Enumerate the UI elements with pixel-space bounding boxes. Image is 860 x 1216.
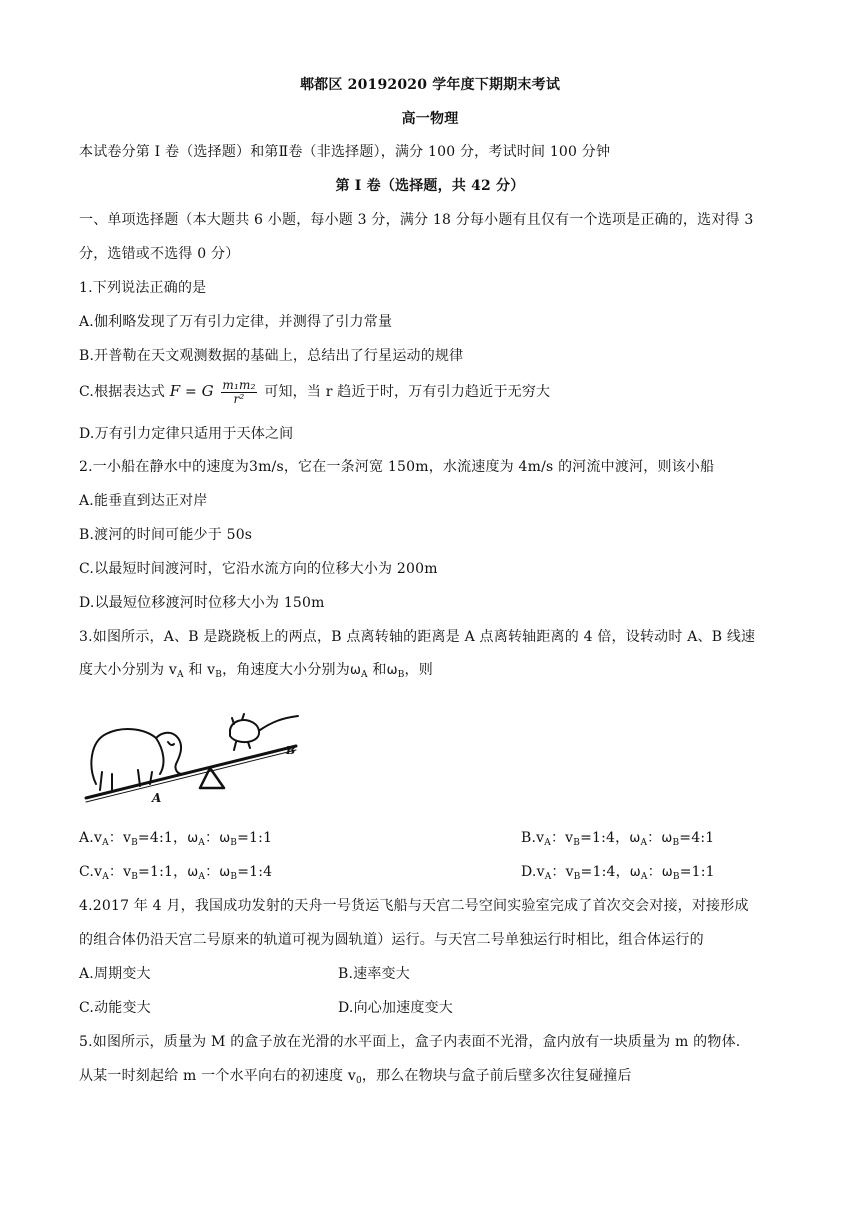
q5-sub-0: 0 (355, 1076, 362, 1086)
q3-option-a (79, 830, 272, 846)
opt-text: =1:1 (679, 864, 715, 880)
opt-text: =4:1 (679, 830, 715, 846)
sub: B (672, 872, 680, 882)
q3-option-c (79, 864, 272, 880)
q2-option-c: C.以最短时间渡河时，它沿水流方向的位移大小为 200m (79, 561, 438, 577)
opt-text: ： (204, 830, 220, 846)
q3-sub-a: A (176, 670, 184, 680)
opt-text: ：v (108, 830, 132, 846)
sub: A (198, 838, 205, 848)
opt-text: A.v (79, 830, 103, 846)
q2-stem: 2.一小船在静水中的速度为3m/s，它在一条河宽 150m，水流速度为 4m/s 的河流中渡河，则该小船 (79, 459, 715, 475)
omega-symbol: ω (386, 663, 398, 678)
q2-option-a: A.能垂直到达正对岸 (79, 493, 208, 509)
q1-option-c (79, 374, 788, 409)
omega-symbol: ω (629, 865, 641, 880)
q1-option-c-suffix: 可知，当 r 趋近于时，万有引力趋近于无穷大 (264, 384, 551, 400)
sub: A (102, 838, 109, 848)
omega-symbol: ω (661, 865, 673, 880)
opt-text: =1:1 (237, 830, 273, 846)
omega-symbol: ω (187, 831, 199, 846)
q4-stem-line1: 4.2017 年 4 月，我国成功发射的天舟一号货运飞船与天宫二号空间实验室完成了首次交会对接，对接形成 (79, 898, 749, 914)
q3-stem-line1: 3.如图所示，A、B 是跷跷板上的两点，B 点离转轴的距离是 A 点离转轴距离的 4 倍，设转动时 A、B 线速 (79, 629, 756, 645)
q3-stem-line2 (79, 660, 788, 685)
section1-instructions-line1: 一、单项选择题（本大题共 6 小题，每小题 3 分，满分 18 分每小题有且仅有一个选项是正确的，选对得 3 (79, 212, 754, 228)
q3-sub-b: B (215, 670, 223, 680)
q1-stem: 1.下列说法正确的是 (79, 280, 207, 296)
q4-option-a: A.周期变大 (79, 966, 151, 982)
q4-option-d: D.向心加速度变大 (338, 1000, 453, 1016)
opt-text: =1:4 (237, 864, 273, 880)
opt-text: ：v (108, 864, 132, 880)
q3-options-row2 (79, 862, 788, 887)
q4-stem-line2: 的组合体仍沿天宫二号原来的轨道可视为圆轨道）运行。与天宫二号单独运行时相比，组合体运行的 (79, 932, 704, 948)
pivot-triangle (200, 768, 224, 788)
sub: A (640, 872, 648, 882)
sub: B (131, 872, 139, 882)
formula-fraction (221, 379, 256, 406)
q1-option-d: D.万有引力定律只适用于天体之间 (79, 426, 294, 442)
sub: B (672, 838, 680, 848)
part1-title: 第 I 卷（选择题，共 42 分） (335, 178, 525, 194)
seesaw-plank (86, 746, 296, 798)
q3-options-row1 (79, 828, 788, 853)
opt-text: ： (647, 864, 662, 880)
sub: A (544, 872, 552, 882)
omega-symbol: ω (219, 831, 231, 846)
q3-text: ，角速度大小分别为 (222, 662, 350, 678)
q1-option-c-prefix: C.根据表达式 (79, 384, 166, 400)
omega-symbol: ω (219, 865, 231, 880)
section1-instructions-line2: 分，选错或不选得 0 分） (79, 246, 240, 262)
formula-g: G (201, 382, 214, 400)
sub: A (544, 838, 551, 848)
opt-text: =1:4， (580, 864, 630, 880)
q3-sub-a: A (361, 670, 368, 680)
opt-text: ： (647, 830, 662, 846)
opt-text: =4:1， (137, 830, 188, 846)
opt-text: ：v (550, 830, 574, 846)
omega-symbol: ω (187, 865, 199, 880)
omega-symbol: ω (629, 831, 641, 846)
sub: B (131, 838, 138, 848)
q3-text: 度大小分别为 v (79, 662, 177, 678)
q5-text: ，那么在物块与盒子前后壁多次往复碰撞后 (361, 1068, 632, 1084)
omega-symbol: ω (661, 831, 673, 846)
q3-text: 和 v (183, 662, 216, 678)
opt-text: =1:4， (580, 830, 630, 846)
q4-options-row2 (79, 998, 788, 1018)
formula-numerator: m₁m₂ (222, 377, 256, 392)
q4-options-row1 (79, 964, 788, 984)
q3-text: 和 (367, 662, 387, 678)
opt-text: B.v (521, 830, 545, 846)
q3-text: ，则 (404, 662, 433, 678)
sub: B (573, 872, 581, 882)
q1-option-b: B.开普勒在天文观测数据的基础上，总结出了行星运动的规律 (79, 348, 464, 364)
sub: B (573, 838, 581, 848)
sub: B (230, 872, 238, 882)
sub: A (102, 872, 109, 882)
opt-text: ： (205, 864, 220, 880)
point-b-label: B (286, 744, 296, 757)
q3-sub-b: B (397, 670, 405, 680)
q2-option-b: B.渡河的时间可能少于 50s (79, 527, 253, 543)
subject-title: 高一物理 (401, 111, 459, 127)
q4-option-b: B.速率变大 (338, 966, 410, 982)
opt-text: C.v (79, 864, 103, 880)
q2-option-d: D.以最短位移渡河时位移大小为 150m (79, 595, 325, 611)
seesaw-figure (82, 712, 304, 804)
formula-equals: = (180, 384, 202, 400)
q1-option-a: A.伽利略发现了万有引力定律，并测得了引力常量 (79, 314, 393, 330)
formula-denominator: r² (233, 391, 245, 406)
elephant-icon (91, 729, 182, 784)
omega-symbol: ω (349, 663, 362, 678)
sub: A (198, 872, 206, 882)
q5-text: 从某一时刻起给 m 一个水平向右的初速度 v (79, 1068, 356, 1084)
q4-option-c: C.动能变大 (79, 1000, 151, 1016)
q3-option-b (521, 828, 714, 853)
formula-f: F (169, 382, 181, 400)
opt-text: D.v (521, 864, 545, 880)
q5-stem-line2 (79, 1066, 788, 1091)
opt-text: ：v (551, 864, 574, 880)
exam-title: 郫都区 20192020 学年度下期期末考试 (299, 77, 561, 93)
opt-text: =1:1， (138, 864, 188, 880)
q5-stem-line1: 5.如图所示，质量为 M 的盒子放在光滑的水平面上，盒子内表面不光滑，盒内放有一块质量为 m 的物体. (79, 1034, 741, 1050)
sub: B (230, 838, 238, 848)
point-a-label: A (152, 791, 162, 804)
q3-option-d (521, 862, 715, 887)
sub: A (640, 838, 648, 848)
exam-intro: 本试卷分第 I 卷（选择题）和第Ⅱ卷（非选择题），满分 100 分，考试时间 100 分钟 (79, 144, 611, 160)
